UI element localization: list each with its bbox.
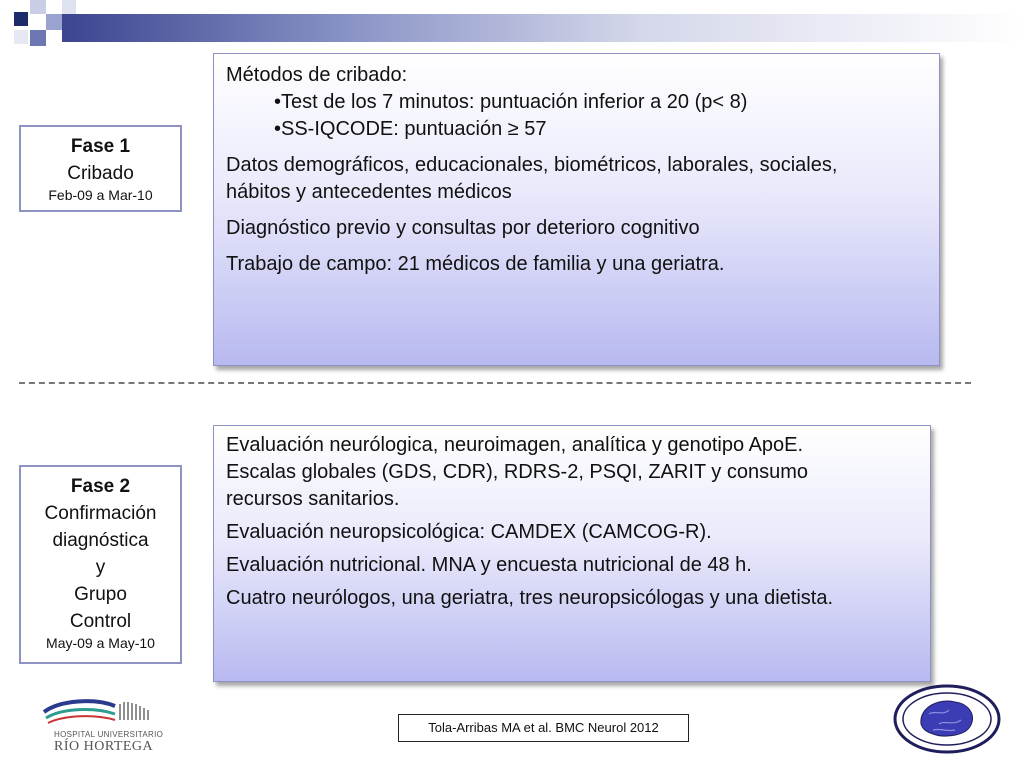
neuro-evaluation-line: Evaluación neurólogica, neuroimagen, analítica y genotipo ApoE. xyxy=(226,434,804,456)
decorative-square xyxy=(62,0,76,14)
citation-box: Tola-Arribas MA et al. BMC Neurol 2012 xyxy=(398,714,689,742)
resources-line: recursos sanitarios. xyxy=(226,488,400,510)
demographics-line-2: hábitos y antecedentes médicos xyxy=(226,181,512,203)
phase-2-dates: May-09 a May-10 xyxy=(46,635,155,651)
header-gradient-bar xyxy=(62,14,1024,42)
phase-1-dates: Feb-09 a Mar-10 xyxy=(48,187,153,203)
phase-2-name-line: Control xyxy=(69,611,132,632)
decorative-square xyxy=(46,14,62,30)
phase-2-name-line: diagnóstica xyxy=(52,530,149,551)
phase-2-label xyxy=(19,465,182,664)
phase-2-title: Fase 2 xyxy=(70,476,131,497)
section-divider xyxy=(19,382,971,384)
fieldwork-line: Trabajo de campo: 21 médicos de familia y una geriatra. xyxy=(226,253,725,275)
phase-1-label xyxy=(19,125,182,212)
staff-line: Cuatro neurólogos, una geriatra, tres neuropsicólogas y una dietista. xyxy=(226,587,834,609)
deminvall-logo xyxy=(893,684,1001,754)
bullet-7-minute-test: •Test de los 7 minutos: puntuación inferior a 20 (p< 8) xyxy=(274,91,748,113)
hospital-name-line-1: HOSPITAL UNIVERSITARIO xyxy=(54,730,164,739)
phase-2-name-line: y xyxy=(95,557,106,578)
decorative-square xyxy=(14,12,28,26)
global-scales-line: Escalas globales (GDS, CDR), RDRS-2, PSQI, ZARIT y consumo xyxy=(226,461,809,483)
screening-methods-box xyxy=(213,53,940,366)
phase-1-title: Fase 1 xyxy=(70,136,131,157)
prior-diagnosis-line: Diagnóstico previo y consultas por deterioro cognitivo xyxy=(226,217,700,239)
decorative-square xyxy=(30,0,46,14)
decorative-square xyxy=(30,30,46,46)
hospital-name-line-2: RÍO HORTEGA xyxy=(54,739,154,754)
methods-heading: Métodos de cribado: xyxy=(226,64,408,86)
demographics-line-1: Datos demográficos, educacionales, biométricos, laborales, sociales, xyxy=(226,154,838,176)
neuropsych-line: Evaluación neuropsicológica: CAMDEX (CAMCOG-R). xyxy=(226,521,712,543)
decorative-square xyxy=(14,30,28,44)
bullet-ss-iqcode: •SS-IQCODE: puntuación ≥ 57 xyxy=(274,118,547,140)
phase-1-name: Cribado xyxy=(67,163,134,184)
diagnostic-confirmation-box xyxy=(213,425,931,682)
nutrition-line: Evaluación nutricional. MNA y encuesta nutricional de 48 h. xyxy=(226,554,752,576)
phase-2-name-line: Grupo xyxy=(74,584,127,605)
phase-2-name-line: Confirmación xyxy=(44,503,157,524)
